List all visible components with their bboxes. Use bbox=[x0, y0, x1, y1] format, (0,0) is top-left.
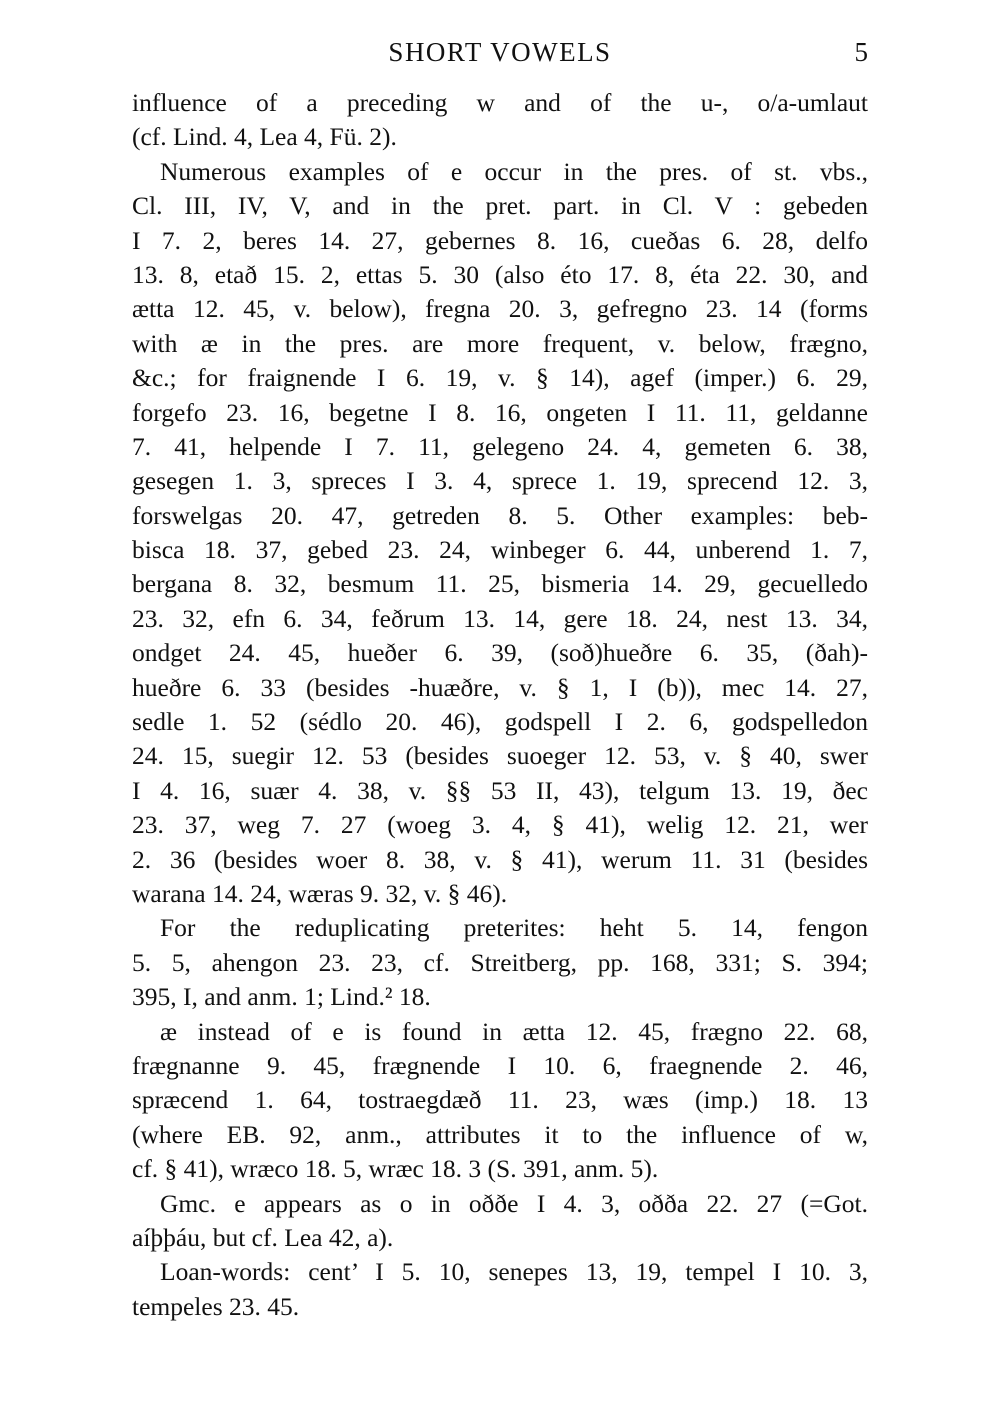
page-body bbox=[132, 86, 868, 1324]
text-line: Cl. III, IV, V, and in the pret. part. in Cl. V : gebeden bbox=[132, 191, 868, 221]
text-line: ondget 24. 45, hueðer 6. 39, (soð)hueðre 6. 35, (ðah)- bbox=[132, 638, 868, 668]
text-line: I 7. 2, beres 14. 27, gebernes 8. 16, cueðas 6. 28, delfo bbox=[132, 225, 868, 255]
page-header bbox=[132, 30, 868, 74]
paragraph-reduplicating bbox=[132, 911, 868, 1014]
running-head: SHORT VOWELS bbox=[388, 37, 612, 67]
text-line: warana 14. 24, wæras 9. 32, v. § 46). bbox=[132, 878, 508, 908]
paragraph-examples bbox=[132, 155, 868, 912]
text-line: 5. 5, ahengon 23. 23, cf. Streitberg, pp. 168, 331; S. 394; bbox=[132, 947, 868, 977]
text-line: bergana 8. 32, besmum 11. 25, bismeria 14. 29, gecuelledo bbox=[132, 569, 868, 599]
paragraph-ae-instead bbox=[132, 1015, 868, 1187]
text-line: hueðre 6. 33 (besides -huæðre, v. § 1, I (b)), mec 14. 27, bbox=[132, 672, 868, 702]
paragraph-gmc bbox=[132, 1187, 868, 1256]
text-line: 23. 37, weg 7. 27 (woeg 3. 4, § 41), welig 12. 21, wer bbox=[132, 810, 868, 840]
text-line: influence of a preceding w and of the u-, o/a-umlaut bbox=[132, 88, 868, 117]
text-line: æ instead of e is found in ætta 12. 45, frægno 22. 68, bbox=[160, 1016, 868, 1046]
text-line: sedle 1. 52 (sédlo 20. 46), godspell I 2. 6, godspelledon bbox=[132, 707, 868, 737]
text-line: aíþþáu, but cf. Lea 42, a). bbox=[132, 1222, 394, 1252]
text-line: 7. 41, helpende I 7. 11, gelegeno 24. 4, gemeten 6. 38, bbox=[132, 431, 868, 461]
text-line: gesegen 1. 3, spreces I 3. 4, sprece 1. 19, sprecend 12. 3, bbox=[132, 466, 868, 496]
paragraph-loan-words bbox=[132, 1255, 868, 1324]
text-line: 2. 36 (besides woer 8. 38, v. § 41), werum 11. 31 (besides bbox=[132, 844, 868, 874]
text-line: forgefo 23. 16, begetne I 8. 16, ongeten I 11. 11, geldanne bbox=[132, 397, 868, 427]
paragraph-umlaut bbox=[132, 86, 868, 155]
text-line: (cf. Lind. 4, Lea 4, Fü. 2). bbox=[132, 122, 397, 152]
text-line: (where EB. 92, anm., attributes it to the influence of w, bbox=[132, 1119, 868, 1149]
text-line: 23. 32, efn 6. 34, feðrum 13. 14, gere 18. 24, nest 13. 34, bbox=[132, 603, 868, 633]
text-line: spræcend 1. 64, tostraegdæð 11. 23, wæs (imp.) 18. 13 bbox=[132, 1085, 868, 1115]
text-line: For the reduplicating preterites: heht 5. 14, fengon bbox=[160, 913, 868, 943]
text-line: forswelgas 20. 47, getreden 8. 5. Other examples: beb- bbox=[132, 500, 868, 530]
text-line: 24. 15, suegir 12. 53 (besides suoeger 12. 53, v. § 40, swer bbox=[132, 741, 868, 771]
text-line: frægnanne 9. 45, frægnende I 10. 6, fraegnende 2. 46, bbox=[132, 1050, 868, 1080]
text-line: &c.; for fraignende I 6. 19, v. § 14), agef (imper.) 6. 29, bbox=[132, 363, 868, 393]
text-line: Numerous examples of e occur in the pres. of st. vbs., bbox=[160, 156, 868, 186]
text-line: 13. 8, etað 15. 2, ettas 5. 30 (also éto 17. 8, éta 22. 30, and bbox=[132, 259, 868, 289]
text-line: bisca 18. 37, gebed 23. 24, winbeger 6. 44, unberend 1. 7, bbox=[132, 535, 868, 565]
text-line: Loan-words: cent’ I 5. 10, senepes 13, 19, tempel I 10. 3, bbox=[160, 1257, 868, 1287]
text-line: 395, I, and anm. 1; Lind.² 18. bbox=[132, 982, 431, 1012]
text-line: Gmc. e appears as o in oððe I 4. 3, oðða 22. 27 (=Got. bbox=[160, 1188, 868, 1218]
text-line: with æ in the pres. are more frequent, v. below, frægno, bbox=[132, 328, 868, 358]
text-line: ætta 12. 45, v. below), fregna 20. 3, gefregno 23. 14 (forms bbox=[132, 294, 868, 324]
text-line: tempeles 23. 45. bbox=[132, 1291, 300, 1321]
page-number: 5 bbox=[854, 37, 868, 67]
text-line: cf. § 41), wræco 18. 5, wræc 18. 3 (S. 391, anm. 5). bbox=[132, 1154, 659, 1184]
text-line: I 4. 16, suær 4. 38, v. §§ 53 II, 43), telgum 13. 19, ðec bbox=[132, 775, 868, 805]
